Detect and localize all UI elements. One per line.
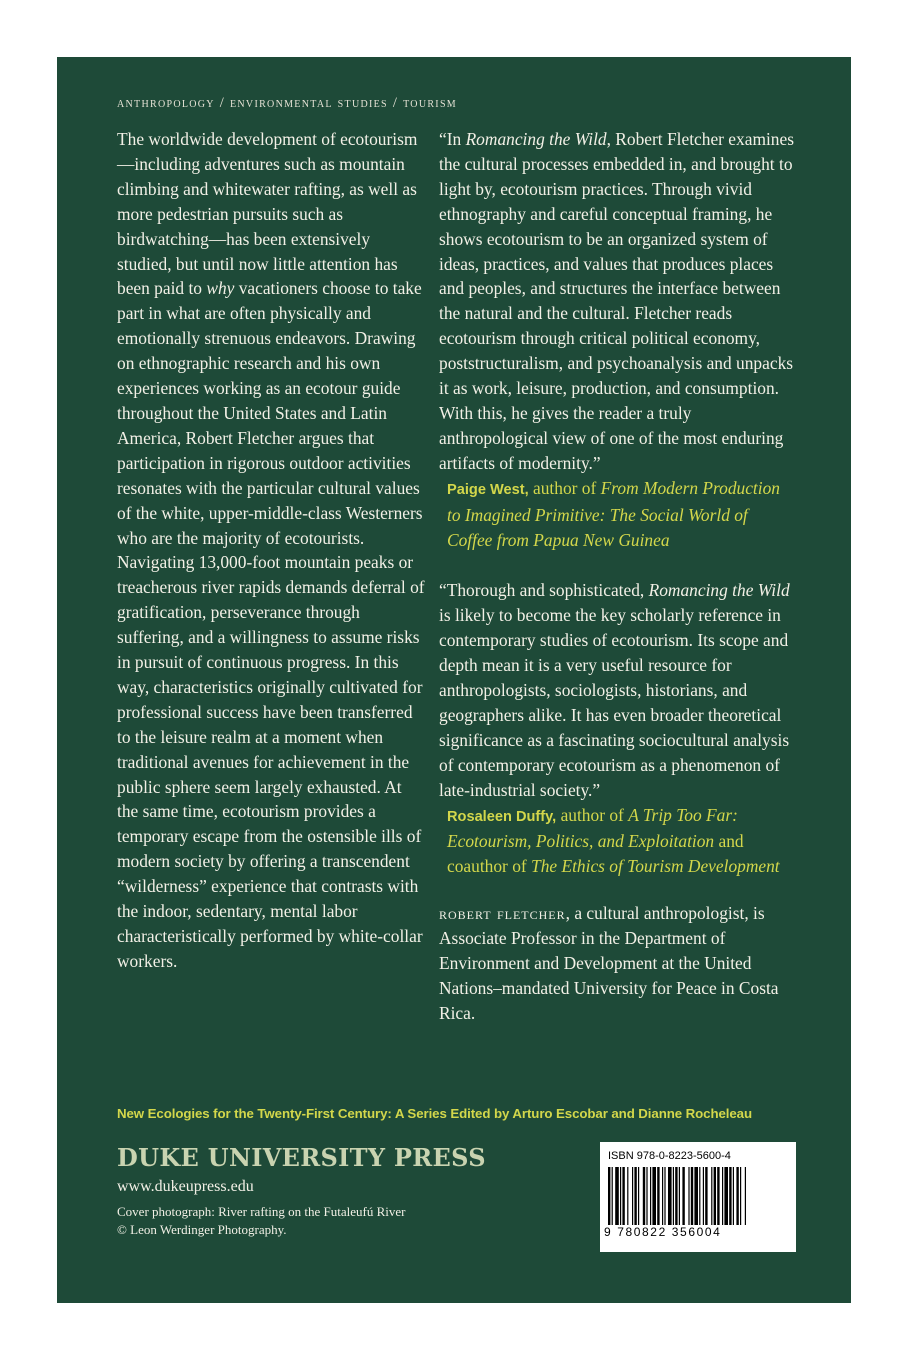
endorser-name: Rosaleen Duffy, — [447, 808, 557, 825]
blurb-duffy-attribution: Rosaleen Duffy, author of A Trip Too Far: Ecotourism, Politics, and Exploitation and coauthor of The Ethics of Tourism Development — [447, 804, 780, 877]
endorser-name: Paige West, — [447, 481, 529, 498]
description-paragraph: The worldwide development of ecotourism—including adventures such as mountain climbing and whitewater rafting, as well as more pedestrian pursuits such as birdwatching—has been extensively studied, but until now little attention has been paid to why vacationers choose to take part in what are often physically and emotionally strenuous endeavors. Drawing on ethnographic research and his own experiences working as an ecotour guide throughout the United States and Latin America, Robert Fletcher argues that participation in rigorous outdoor activities resonates with the particular cultural values of the white, upper-middle-class Westerners who are the majority of ecotourists. Navigating 13,000-foot mountain peaks or treacherous river rapids demands deferral of gratification, perseverance through suffering, and a willingness to assume risks in pursuit of continuous progress. In this way, characteristics originally cultivated for professional success have been transferred to the leisure realm at a moment when traditional avenues for achievement in the public sphere seem largely exhausted. At the same time, ecotourism provides a temporary escape from the ostensible ills of modern society by offering a transcendent “wilderness” experience that contrasts with the indoor, sedentary, mental labor characteristically performed by white-collar workers. — [117, 129, 425, 971]
author-name: robert fletcher — [439, 903, 566, 924]
subject-category: anthropology / environmental studies / tourism — [117, 95, 457, 111]
isbn-label: ISBN 978-0-8223-5600-4 — [608, 1150, 731, 1162]
endorsements-column — [439, 127, 795, 1026]
series-line: New Ecologies for the Twenty-First Century: A Series Edited by Arturo Escobar and Dianne Rocheleau — [117, 1106, 752, 1121]
back-cover — [57, 57, 851, 1303]
barcode-icon — [608, 1167, 788, 1225]
author-bio: robert fletcher, a cultural anthropologist, is Associate Professor in the Department of Environment and Development at the United Nations–mandated University for Peace in Costa Rica. — [439, 903, 779, 1023]
barcode-panel — [600, 1142, 796, 1252]
barcode-digits: 9 780822 356004 — [604, 1225, 722, 1239]
publisher-logo: DUKE UNIVERSITY PRESS — [117, 1143, 486, 1172]
blurb-west-attribution: Paige West, author of From Modern Production to Imagined Primitive: The Social World of Coffee from Papua New Guinea — [447, 477, 780, 550]
book-description — [117, 127, 425, 974]
blurb-west: “In Romancing the Wild, Robert Fletcher examines the cultural processes embedded in, and brought to light by, ecotourism practices. Through vivid ethnography and careful conceptual framing, he shows ecotourism to be an organized system of ideas, practices, and values that produces places and peoples, and structures the interface between the natural and the cultural. Fletcher reads ecotourism through critical political economy, poststructuralism, and psychoanalysis and unpacks it as work, leisure, production, and consumption. With this, he gives the reader a truly anthropological view of one of the most enduring artifacts of modernity.” — [439, 129, 794, 473]
publisher-website: www.dukeupress.edu — [117, 1178, 254, 1195]
emphasis-why: why — [206, 278, 235, 299]
photo-credit: Cover photograph: River rafting on the Futaleufú River © Leon Werdinger Photography. — [117, 1204, 406, 1237]
blurb-duffy: “Thorough and sophisticated, Romancing the Wild is likely to become the key scholarly reference in contemporary studies of ecotourism. Its scope and depth mean it is a very useful resource for anthropologists, sociologists, historians, and geographers alike. It has even broader theoretical significance as a fascinating sociocultural analysis of contemporary ecotourism as a phenomenon of late-industrial society.” — [439, 580, 790, 800]
